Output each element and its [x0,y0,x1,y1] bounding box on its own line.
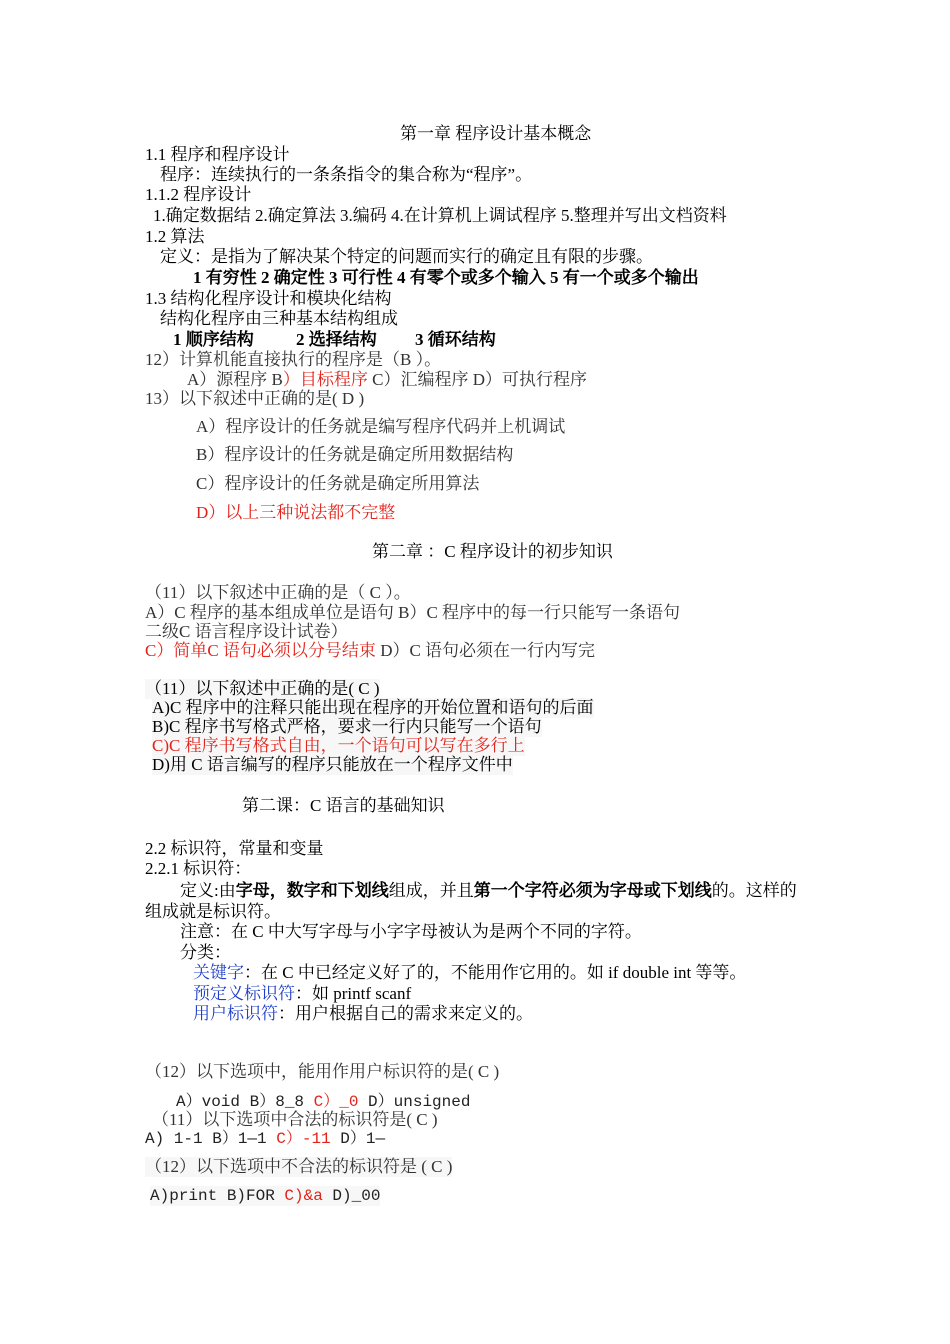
identifier-definition-bold-1: 字母，数字和下划线 [235,881,389,900]
algorithm-properties: 1 有穷性 2 确定性 3 可行性 4 有零个或多个输入 5 有一个或多个输出 [193,268,699,287]
question-11c-option-c-answer: C）-11 [276,1130,331,1148]
question-11a-options-ab: A）C 程序的基本组成单位是语句 B）C 程序中的每一行只能写一条语句 [145,603,681,622]
question-12-option-cd: C）汇编程序 D）可执行程序 [367,370,587,389]
user-identifier-text: ：用户根据自己的需求来定义的。 [278,1004,533,1023]
section-1-1-2: 1.1.2 程序设计 [145,185,252,204]
chapter-1-title: 第一章 程序设计基本概念 [400,124,592,143]
structure-intro: 结构化程序由三种基本结构组成 [160,309,398,328]
identifier-definition-part-1: 定义:由 [180,881,236,900]
question-12c-stem: （12）以下选项中不合法的标识符是 ( C ) [145,1157,453,1176]
question-11c-options-ab: A) 1-1 B）1—1 [145,1130,277,1148]
question-13-option-b: B）程序设计的任务就是确定所用数据结构 [196,445,514,464]
question-12-options [187,370,587,390]
chapter-2-title: 第二章 ：C 程序设计的初步知识 [372,542,613,561]
question-11b-option-c-answer: C)C 程序书写格式自由，一个语句可以写在多行上 [152,736,525,755]
question-11a-option-d: D）C 语句必须在一行内写完 [375,641,596,660]
question-12-option-a: A）源程序 B [187,370,283,389]
question-12b-option-c-answer: C）_0 [313,1093,359,1111]
question-11a-options-cd [145,641,595,661]
identifier-definition-part-3: 组成，并且 [388,881,474,900]
question-12c-options [150,1186,380,1206]
question-13-option-a: A）程序设计的任务就是编写程序代码并上机调试 [196,417,566,436]
identifier-definition-bold-2: 第一个字符必须为字母或下划线 [473,881,712,900]
question-12-stem: 12）计算机能直接执行的程序是（B ）。 [145,350,442,369]
structure-loop: 3 循环结构 [415,330,496,349]
user-identifier-line [193,1004,533,1024]
program-definition: 程序：连续执行的一条条指令的集合称为“程序”。 [160,165,533,184]
question-11b-option-d: D)用 C 语言编写的程序只能放在一个程序文件中 [152,755,513,774]
question-12b-option-d: D）unsigned [358,1093,471,1111]
algorithm-definition: 定义：是指为了解决某个特定的问题而实行的确定且有限的步骤。 [160,247,653,266]
question-11a-source-note: 二级C 语言程序设计试卷） [145,622,348,641]
identifier-definition-cont: 组成就是标识符。 [145,902,281,921]
question-12b-stem: （12）以下选项中，能用作用户标识符的是( C ) [145,1062,500,1081]
keyword-label: 关键字 [193,963,244,982]
identifier-definition-part-5: 的。这样的 [711,881,797,900]
user-identifier-label: 用户标识符 [193,1004,278,1023]
case-sensitivity-note: 注意：在 C 中大写字母与小字字母被认为是两个不同的字符。 [180,922,642,941]
question-13-option-d-answer: D）以上三种说法都不完整 [196,503,396,522]
section-1-2: 1.2 算法 [145,227,205,246]
section-2-2-1: 2.2.1 标识符： [145,859,252,878]
question-12-option-b-answer: ）目标程序 [282,370,368,389]
identifier-definition [180,881,797,901]
question-11a-option-c-answer: C）简单C 语句必须以分号结束 [145,641,376,660]
question-12b-options-ab: A）void B）8_8 [176,1093,314,1111]
question-12c-option-c-answer: C)&a [284,1187,323,1205]
section-2-2: 2.2 标识符，常量和变量 [145,839,324,858]
section-1-3: 1.3 结构化程序设计和模块化结构 [145,289,392,308]
question-11c-stem: （11）以下选项中合法的标识符是( C ) [152,1110,438,1129]
predefined-identifier-text: ：如 printf scanf [295,984,412,1003]
design-steps: 1.确定数据结 2.确定算法 3.编码 4.在计算机上调试程序 5.整理并写出文档资料 [153,206,727,225]
question-12c-option-d: D)_00 [322,1187,381,1205]
lesson-2-title: 第二课：C 语言的基础知识 [242,796,445,815]
predefined-identifier-label: 预定义标识符 [193,984,295,1003]
structure-selection: 2 选择结构 [296,330,377,349]
question-13-stem: 13）以下叙述中正确的是( D ) [145,389,365,408]
section-1-1: 1.1 程序和程序设计 [145,145,290,164]
question-11b-option-a: A)C 程序中的注释只能出现在程序的开始位置和语句的后面 [152,698,594,717]
question-12b-options [176,1092,470,1112]
question-11c-option-d: D）1— [330,1130,386,1148]
structure-sequence: 1 顺序结构 [173,330,254,349]
keyword-text: ：在 C 中已经定义好了的，不能用作它用的。如 if double int 等等。 [244,963,747,982]
keyword-line [193,963,746,983]
predefined-identifier-line [193,984,411,1004]
question-13-option-c: C）程序设计的任务就是确定所用算法 [196,474,480,493]
question-11a-stem: （11）以下叙述中正确的是（ C ）。 [145,583,411,602]
question-11b-option-b: B)C 程序书写格式严格，要求一行内只能写一个语句 [152,717,542,736]
question-11c-options [145,1129,385,1149]
categories-label: 分类： [180,943,231,962]
question-12c-options-ab: A)print B)FOR [150,1187,285,1205]
question-11b-stem: （11）以下叙述中正确的是( C ) [145,679,380,698]
